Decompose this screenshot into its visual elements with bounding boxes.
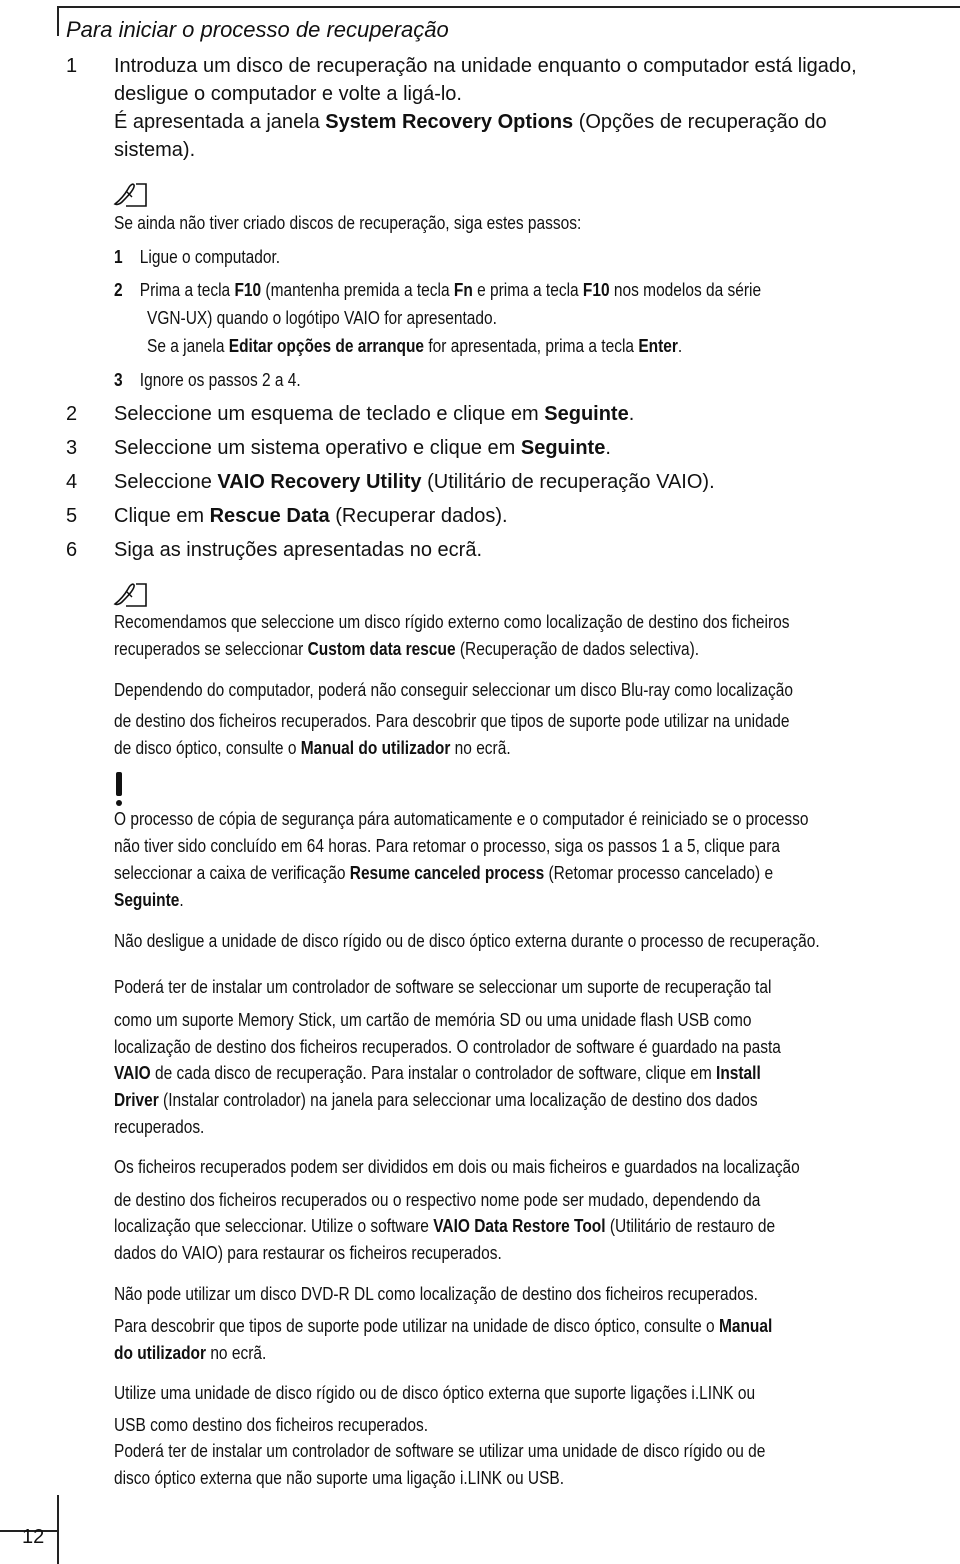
warning-p3-line4: VAIO de cada disco de recuperação. Para instalar o controlador de software, clique em Install (114, 1063, 761, 1083)
note-step-2-line2: VGN-UX) quando o logótipo VAIO for apresentado. (147, 308, 497, 328)
warning-p1-line2: não tiver sido concluído em 64 horas. Para retomar o processo, siga os passos 1 a 5, clique para (114, 836, 781, 856)
warning-p3-line1: Poderá ter de instalar um controlador de software se seleccionar um suporte de recuperação tal (114, 977, 772, 997)
warning-p4-line4: dados do VAIO) para restaurar os ficheiros recuperados. (114, 1243, 502, 1263)
top-rule (57, 6, 960, 8)
warning-icon (114, 772, 124, 808)
note-step-2-line3: Se a janela Editar opções de arranque for apresentada, prima a tecla Enter. (147, 336, 683, 356)
left-rule-top (57, 6, 59, 36)
warning-p3-line3: localização de destino dos ficheiros recuperados. O controlador de software é guardado na pasta (114, 1037, 781, 1057)
section-title: Para iniciar o processo de recuperação (66, 17, 449, 42)
warning-p2: Não desligue a unidade de disco rígido ou de disco óptico externa durante o processo de recuperação. (114, 931, 820, 951)
note2-p1-line1: Recomendamos que seleccione um disco rígido externo como localização de destino dos ficheiros (114, 612, 790, 632)
note2-p2-line1: Dependendo do computador, poderá não conseguir seleccionar um disco Blu-ray como localização (114, 680, 793, 700)
warning-p4-line3: localização que seleccionar. Utilize o software VAIO Data Restore Tool (Utilitário de restauro de (114, 1216, 776, 1236)
warning-p7-line4: disco óptico externa que não suporte uma ligação i.LINK ou USB. (114, 1468, 565, 1488)
left-rule-bottom (57, 1495, 59, 1564)
pencil-note-icon (112, 180, 148, 208)
note-step-1: 1 Ligue o computador. (114, 247, 281, 267)
warning-p4-line2: de destino dos ficheiros recuperados ou o respectivo nome pode ser mudado, dependendo da (114, 1190, 761, 1210)
pencil-note-icon (112, 580, 148, 608)
step-number: 1 (66, 55, 78, 77)
note2-p2-line2: de destino dos ficheiros recuperados. Para descobrir que tipos de suporte pode utilizar na unidade (114, 711, 790, 731)
note2-p1-line2: recuperados se seleccionar Custom data rescue (Recuperação de dados selectiva). (114, 639, 700, 659)
warning-p3-line5: Driver (Instalar controlador) na janela para seleccionar uma localização de destino dos dados (114, 1090, 758, 1110)
warning-p7-line1: Utilize uma unidade de disco rígido ou de disco óptico externa que suporte ligações i.LINK ou (114, 1383, 756, 1403)
warning-p6-line1: Para descobrir que tipos de suporte pode utilizar na unidade de disco óptico, consulte o Manual (114, 1316, 773, 1336)
warning-p1-line3: seleccionar a caixa de verificação Resume canceled process (Retomar processo cancelado) e (114, 863, 774, 883)
warning-p3-line6: recuperados. (114, 1117, 205, 1137)
warning-p7-line2: USB como destino dos ficheiros recuperados. (114, 1415, 429, 1435)
warning-p4-line1: Os ficheiros recuperados podem ser divididos em dois ou mais ficheiros e guardados na localização (114, 1157, 800, 1177)
warning-p7-line3: Poderá ter de instalar um controlador de software se utilizar uma unidade de disco rígido ou de (114, 1441, 766, 1461)
warning-p5: Não pode utilizar um disco DVD-R DL como localização de destino dos ficheiros recuperados. (114, 1284, 758, 1304)
warning-p1-line4: Seguinte. (114, 890, 184, 910)
warning-p3-line2: como um suporte Memory Stick, um cartão de memória SD ou uma unidade flash USB como (114, 1010, 752, 1030)
note-intro: Se ainda não tiver criado discos de recuperação, siga estes passos: (114, 213, 582, 233)
note-step-3: 3 Ignore os passos 2 a 4. (114, 370, 301, 390)
step-text: Introduza um disco de recuperação na unidade enquanto o computador está ligado, desligue o computador e volte a ligá-lo. É apresentada a janela System Recovery Options (Opções de recuperação do sistema). (114, 55, 857, 161)
warning-p1-line1: O processo de cópia de segurança pára automaticamente e o computador é reiniciado se o processo (114, 809, 809, 829)
note2-p2-line3: de disco óptico, consulte o Manual do utilizador no ecrã. (114, 738, 511, 758)
warning-p6-line2: do utilizador no ecrã. (114, 1343, 267, 1363)
note-step-2: 2 Prima a tecla F10 (mantenha premida a tecla Fn e prima a tecla F10 nos modelos da série (114, 280, 762, 300)
page-number: 12 (22, 1526, 45, 1548)
